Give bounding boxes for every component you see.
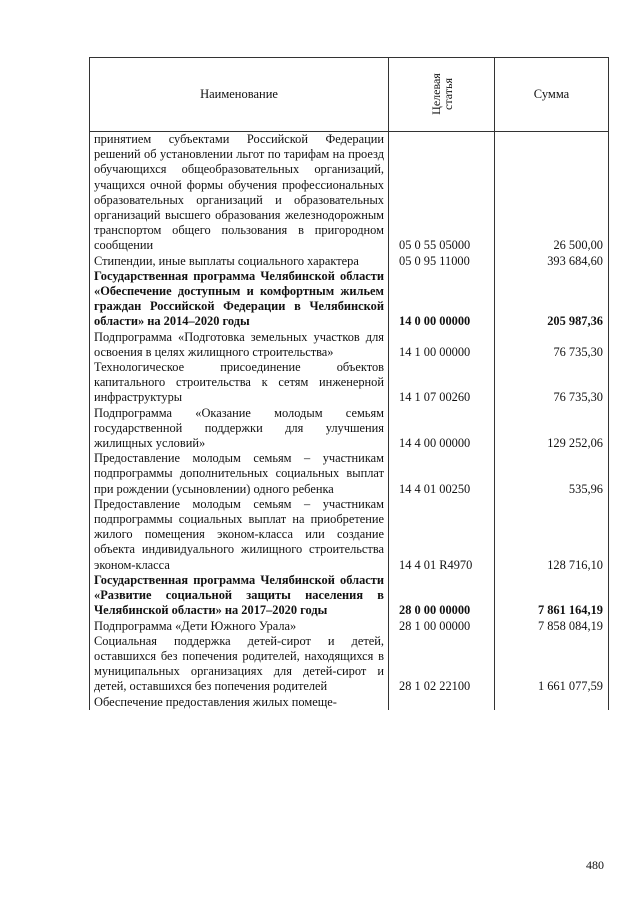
- row-name: Государственная программа Челябинской области «Развитие социальной защиты населения в Челябинской области» на 2017–2020 годы: [90, 573, 389, 619]
- table-row: [90, 269, 609, 330]
- row-name: Подпрограмма «Подготовка земельных участков для освоения в целях жилищного строительства»: [90, 330, 389, 360]
- row-name: Предоставление молодым семьям – участникам подпрограммы дополнительных социальных выплат при рождении (усыновлении) одного ребенка: [90, 451, 389, 497]
- row-target-article: 05 0 95 11000: [389, 254, 495, 269]
- row-sum: [495, 695, 609, 710]
- row-target-article: 14 4 01 R4970: [389, 497, 495, 573]
- row-target-article: 28 1 02 22100: [389, 634, 495, 695]
- row-sum: 393 684,60: [495, 254, 609, 269]
- row-target-article: 05 0 55 05000: [389, 132, 495, 254]
- row-target-article: 14 1 00 00000: [389, 330, 495, 360]
- header-code-line2: статья: [440, 77, 455, 110]
- row-name: Обеспечение предоставления жилых помеще-: [90, 695, 389, 710]
- page-number: 480: [586, 858, 604, 872]
- row-name: Стипендии, иные выплаты социального характера: [90, 254, 389, 269]
- table-row: [90, 132, 609, 254]
- budget-table: [89, 57, 609, 710]
- row-name: Подпрограмма «Оказание молодым семьям государственной поддержки для улучшения жилищных условий»: [90, 406, 389, 452]
- header-target-article: [389, 58, 495, 132]
- row-target-article: 14 4 00 00000: [389, 406, 495, 452]
- header-code-line1: Целевая: [428, 72, 443, 115]
- row-target-article: 14 1 07 00260: [389, 360, 495, 406]
- table-row: [90, 573, 609, 619]
- row-target-article: 14 0 00 00000: [389, 269, 495, 330]
- table-row: [90, 634, 609, 695]
- row-sum: 535,96: [495, 451, 609, 497]
- row-sum: 26 500,00: [495, 132, 609, 254]
- table-row: [90, 254, 609, 269]
- table-body: [90, 132, 609, 710]
- table-header-row: [90, 58, 609, 132]
- row-name: принятием субъектами Российской Федерации решений об установлении льгот по тарифам на проезд обучающихся общеобразовательных организаций, учащихся очной формы обучения профессиональных образовательных организаций и образовательных организаций высшего образования железнодорожным транспортом общего пользования в пригородном сообщении: [90, 132, 389, 254]
- row-name: Подпрограмма «Дети Южного Урала»: [90, 619, 389, 634]
- row-name: Государственная программа Челябинской области «Обеспечение доступным и комфортным жильем граждан Российской Федерации в Челябинской области» на 2014–2020 годы: [90, 269, 389, 330]
- row-target-article: [389, 695, 495, 710]
- row-target-article: 14 4 01 00250: [389, 451, 495, 497]
- table-row: [90, 330, 609, 360]
- header-sum: Сумма: [495, 58, 609, 132]
- table-row: [90, 695, 609, 710]
- row-sum: 7 861 164,19: [495, 573, 609, 619]
- table-row: [90, 406, 609, 452]
- table-row: [90, 451, 609, 497]
- table-row: [90, 360, 609, 406]
- row-sum: 76 735,30: [495, 330, 609, 360]
- table-row: [90, 497, 609, 573]
- row-sum: 7 858 084,19: [495, 619, 609, 634]
- table-row: [90, 619, 609, 634]
- row-name: Социальная поддержка детей-сирот и детей, оставшихся без попечения родителей, находящихся в муниципальных организациях для детей-сирот и детей, оставшихся без попечения родителей: [90, 634, 389, 695]
- row-target-article: 28 0 00 00000: [389, 573, 495, 619]
- row-sum: 1 661 077,59: [495, 634, 609, 695]
- row-sum: 76 735,30: [495, 360, 609, 406]
- row-sum: 128 716,10: [495, 497, 609, 573]
- row-target-article: 28 1 00 00000: [389, 619, 495, 634]
- header-target-article-label: [429, 73, 453, 115]
- row-name: Предоставление молодым семьям – участникам подпрограммы социальных выплат на приобретение жилого помещения эконом-класса или создание объекта индивидуального жилищного строительства эконом-класса: [90, 497, 389, 573]
- row-sum: 129 252,06: [495, 406, 609, 452]
- header-name: Наименование: [90, 58, 389, 132]
- row-sum: 205 987,36: [495, 269, 609, 330]
- row-name: Технологическое присоединение объектов капитального строительства к сетям инженерной инфраструктуры: [90, 360, 389, 406]
